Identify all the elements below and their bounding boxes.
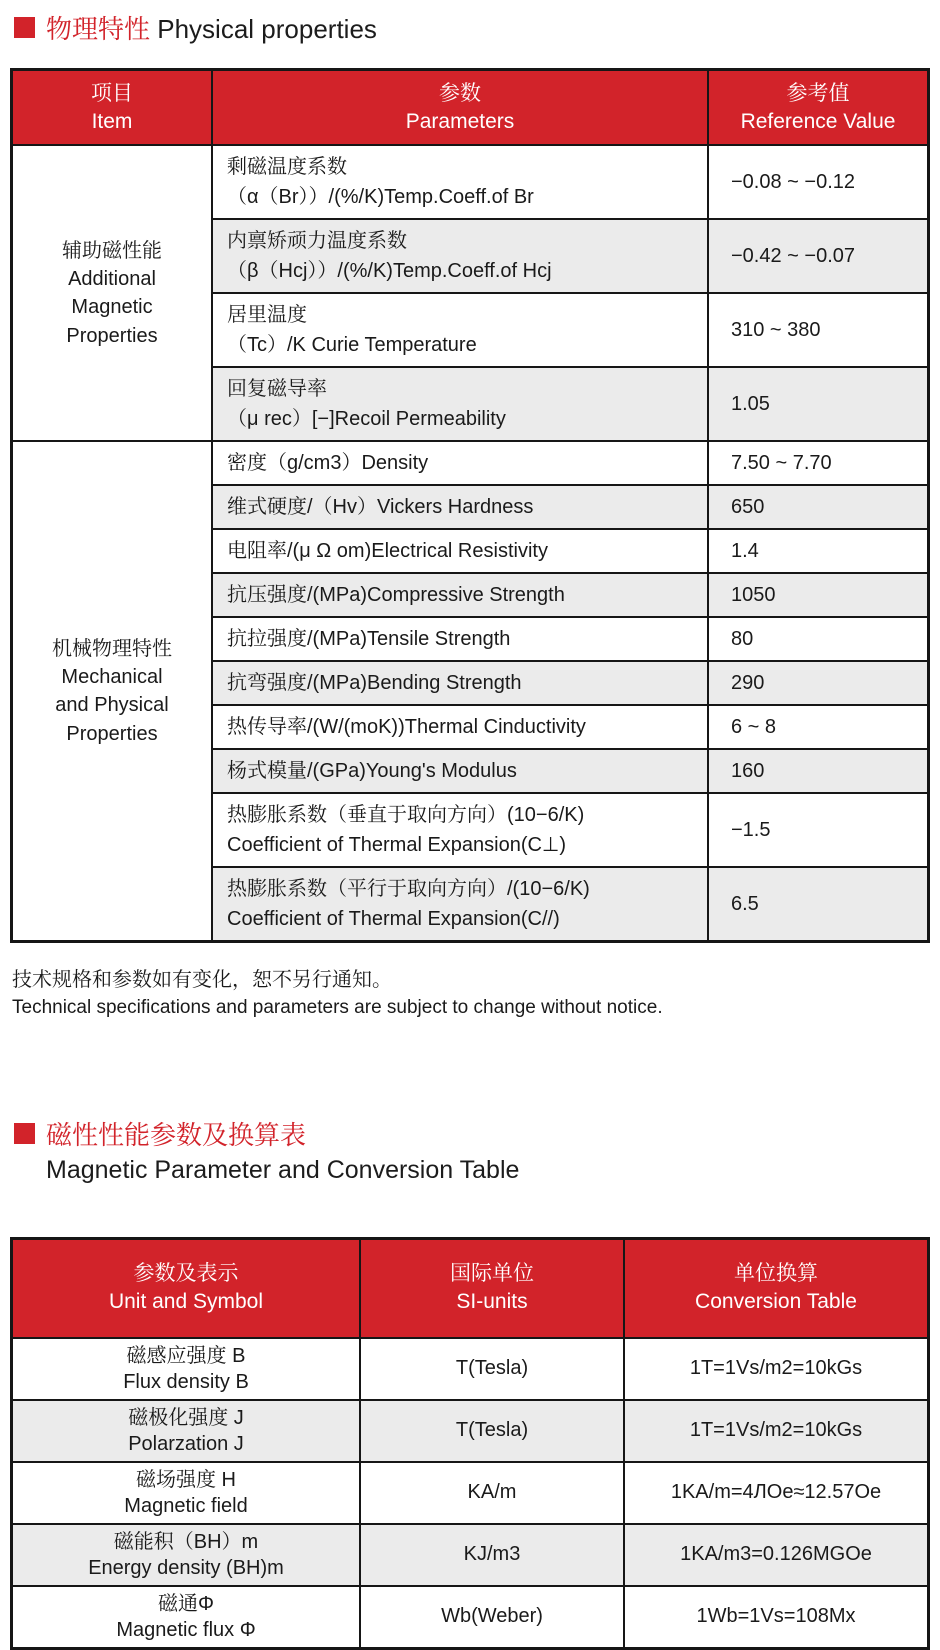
header-item-en: Item bbox=[91, 109, 133, 133]
param-zh: 回复磁导率 bbox=[227, 378, 327, 401]
param-zh: 剩磁温度系数 bbox=[227, 156, 347, 179]
group2-item-en-line3: Properties bbox=[66, 722, 158, 745]
unit-en: Energy density (BH)m bbox=[88, 1556, 284, 1579]
group1-item-en-line2: Magnetic bbox=[71, 296, 153, 319]
table-row bbox=[213, 292, 927, 366]
param-cell bbox=[213, 868, 709, 940]
table-row bbox=[213, 866, 927, 940]
param-cell: 密度（g/cm3）Density bbox=[213, 442, 709, 484]
group2-item-en-line1: Mechanical bbox=[61, 666, 163, 689]
param-cell bbox=[213, 220, 709, 292]
unit-symbol-cell bbox=[13, 1463, 361, 1523]
table-row bbox=[213, 146, 927, 218]
value-cell: 1050 bbox=[731, 583, 776, 606]
param-en: （μ rec）[−]Recoil Permeability bbox=[227, 408, 506, 431]
value-cell: 160 bbox=[731, 759, 765, 782]
red-square-icon bbox=[14, 1123, 35, 1144]
disclaimer-en: Technical specifications and parameters are subject to change without notice. bbox=[12, 997, 663, 1019]
unit-symbol-cell bbox=[13, 1587, 361, 1647]
table-row bbox=[213, 748, 927, 792]
value-cell: 650 bbox=[731, 495, 765, 518]
param-zh: 热膨胀系数（垂直于取向方向）(10−6/K) bbox=[227, 804, 585, 827]
unit-symbol-cell bbox=[13, 1339, 361, 1399]
section2-title bbox=[14, 1115, 940, 1152]
section2-title-en: Magnetic Parameter and Conversion Table bbox=[46, 1156, 520, 1185]
section1-title-zh: 物理特性 bbox=[46, 14, 151, 44]
param-cell bbox=[213, 146, 709, 218]
section1-title-text bbox=[46, 9, 377, 46]
table2-header-row bbox=[13, 1240, 927, 1337]
physical-properties-table bbox=[10, 68, 930, 943]
param-cell bbox=[213, 794, 709, 866]
conversion-table bbox=[10, 1237, 930, 1650]
unit-en: Magnetic flux Φ bbox=[116, 1618, 256, 1641]
value-cell: 1.05 bbox=[731, 392, 770, 415]
unit-zh: 磁能积（BH）m bbox=[113, 1530, 259, 1553]
si-unit-cell: T(Tesla) bbox=[361, 1401, 625, 1461]
table-row bbox=[13, 1337, 927, 1399]
header-c2-en: SI-units bbox=[456, 1290, 528, 1314]
group1-item-en-line3: Properties bbox=[66, 324, 158, 347]
header-item-zh: 项目 bbox=[91, 82, 133, 105]
si-unit-cell: KA/m bbox=[361, 1463, 625, 1523]
value-cell: −1.5 bbox=[731, 818, 771, 841]
table-row bbox=[213, 704, 927, 748]
red-square-icon bbox=[14, 17, 35, 38]
param-en: （Tc）/K Curie Temperature bbox=[227, 334, 477, 357]
value-cell: −0.42 ~ −0.07 bbox=[731, 244, 856, 267]
group-mechanical-physical bbox=[13, 440, 927, 940]
header-param-zh: 参数 bbox=[439, 82, 481, 105]
table2-header-conversion bbox=[625, 1240, 927, 1337]
header-c1-zh: 参数及表示 bbox=[133, 1262, 239, 1286]
value-cell: 7.50 ~ 7.70 bbox=[731, 451, 832, 474]
si-unit-cell: T(Tesla) bbox=[361, 1339, 625, 1399]
param-cell: 抗压强度/(MPa)Compressive Strength bbox=[213, 574, 709, 616]
param-zh: 热膨胀系数（平行于取向方向）/(10−6/K) bbox=[227, 878, 590, 901]
group2-item-en-line2: and Physical bbox=[55, 694, 169, 717]
param-zh: 居里温度 bbox=[227, 304, 307, 327]
table1-header-reference bbox=[709, 71, 927, 144]
param-en: Coefficient of Thermal Expansion(C⊥) bbox=[227, 834, 567, 857]
unit-zh: 磁感应强度 B bbox=[126, 1344, 246, 1367]
unit-zh: 磁极化强度 J bbox=[128, 1406, 244, 1429]
conversion-cell: 1KA/m=4ЛOe≈12.57Oe bbox=[670, 1481, 882, 1504]
param-cell: 抗弯强度/(MPa)Bending Strength bbox=[213, 662, 709, 704]
group-additional-magnetic bbox=[13, 144, 927, 440]
section1-title-en: Physical properties bbox=[157, 14, 377, 44]
table-row bbox=[213, 572, 927, 616]
value-cell: 80 bbox=[731, 627, 754, 650]
header-ref-zh: 参考值 bbox=[786, 82, 850, 105]
header-ref-en: Reference Value bbox=[740, 109, 896, 133]
si-unit-cell: KJ/m3 bbox=[361, 1525, 625, 1585]
value-cell: 1.4 bbox=[731, 539, 759, 562]
param-zh: 内禀矫顽力温度系数 bbox=[227, 230, 407, 253]
param-cell bbox=[213, 368, 709, 440]
table-row bbox=[13, 1461, 927, 1523]
param-en: （α（Br））/(%/K)Temp.Coeff.of Br bbox=[227, 186, 534, 209]
unit-en: Flux density B bbox=[123, 1370, 249, 1393]
table2-header-si-units bbox=[361, 1240, 625, 1337]
table-row bbox=[213, 366, 927, 440]
conversion-cell: 1T=1Vs/m2=10kGs bbox=[689, 1357, 863, 1380]
unit-zh: 磁场强度 H bbox=[136, 1468, 236, 1491]
table1-header-item bbox=[13, 71, 213, 144]
table-row bbox=[13, 1399, 927, 1461]
unit-en: Polarzation J bbox=[128, 1432, 244, 1455]
header-c3-en: Conversion Table bbox=[695, 1290, 857, 1314]
table-row bbox=[213, 616, 927, 660]
header-param-en: Parameters bbox=[405, 109, 515, 133]
param-cell: 电阻率/(μ Ω om)Electrical Resistivity bbox=[213, 530, 709, 572]
group1-rows bbox=[213, 146, 927, 440]
value-cell: 290 bbox=[731, 671, 765, 694]
group2-rows bbox=[213, 442, 927, 940]
unit-en: Magnetic field bbox=[124, 1494, 248, 1517]
conversion-cell: 1Wb=1Vs=108Mx bbox=[696, 1605, 856, 1628]
header-c3-zh: 单位换算 bbox=[734, 1262, 818, 1286]
param-cell: 维式硬度/（Hv）Vickers Hardness bbox=[213, 486, 709, 528]
param-cell: 杨式模量/(GPa)Young's Modulus bbox=[213, 750, 709, 792]
value-cell: −0.08 ~ −0.12 bbox=[731, 170, 856, 193]
param-en: Coefficient of Thermal Expansion(C//) bbox=[227, 908, 560, 931]
section2-title-block bbox=[0, 1115, 940, 1185]
table-row bbox=[213, 218, 927, 292]
table-row bbox=[13, 1585, 927, 1647]
value-cell: 6 ~ 8 bbox=[731, 715, 777, 738]
group2-item-cell bbox=[13, 442, 213, 940]
group1-item-cell bbox=[13, 146, 213, 440]
table-row bbox=[13, 1523, 927, 1585]
si-unit-cell: Wb(Weber) bbox=[361, 1587, 625, 1647]
disclaimer-zh: 技术规格和参数如有变化，恕不另行通知。 bbox=[12, 969, 392, 992]
table-row bbox=[213, 660, 927, 704]
unit-symbol-cell bbox=[13, 1525, 361, 1585]
conversion-cell: 1T=1Vs/m2=10kGs bbox=[689, 1419, 863, 1442]
disclaimer-note bbox=[12, 967, 940, 1021]
table1-header-parameters bbox=[213, 71, 709, 144]
section1-title bbox=[14, 9, 940, 46]
table1-header-row bbox=[13, 71, 927, 144]
table-row bbox=[213, 528, 927, 572]
param-cell: 热传导率/(W/(moK))Thermal Cinductivity bbox=[213, 706, 709, 748]
table-row bbox=[213, 442, 927, 484]
unit-symbol-cell bbox=[13, 1401, 361, 1461]
group2-item-zh: 机械物理特性 bbox=[52, 637, 172, 660]
value-cell: 310 ~ 380 bbox=[731, 318, 821, 341]
value-cell: 6.5 bbox=[731, 892, 759, 915]
header-c1-en: Unit and Symbol bbox=[108, 1290, 264, 1314]
header-c2-zh: 国际单位 bbox=[450, 1262, 534, 1286]
group1-item-en-line1: Additional bbox=[68, 268, 156, 291]
section2-title-zh: 磁性性能参数及换算表 bbox=[46, 1120, 307, 1151]
unit-zh: 磁通Φ bbox=[158, 1592, 214, 1615]
table-row bbox=[213, 792, 927, 866]
param-cell bbox=[213, 294, 709, 366]
param-en: （β（Hcj））/(%/K)Temp.Coeff.of Hcj bbox=[227, 260, 552, 283]
param-cell: 抗拉强度/(MPa)Tensile Strength bbox=[213, 618, 709, 660]
table2-header-unit-symbol bbox=[13, 1240, 361, 1337]
table-row bbox=[213, 484, 927, 528]
group1-item-zh: 辅助磁性能 bbox=[62, 239, 162, 262]
conversion-cell: 1KA/m3=0.126MGOe bbox=[680, 1543, 872, 1566]
